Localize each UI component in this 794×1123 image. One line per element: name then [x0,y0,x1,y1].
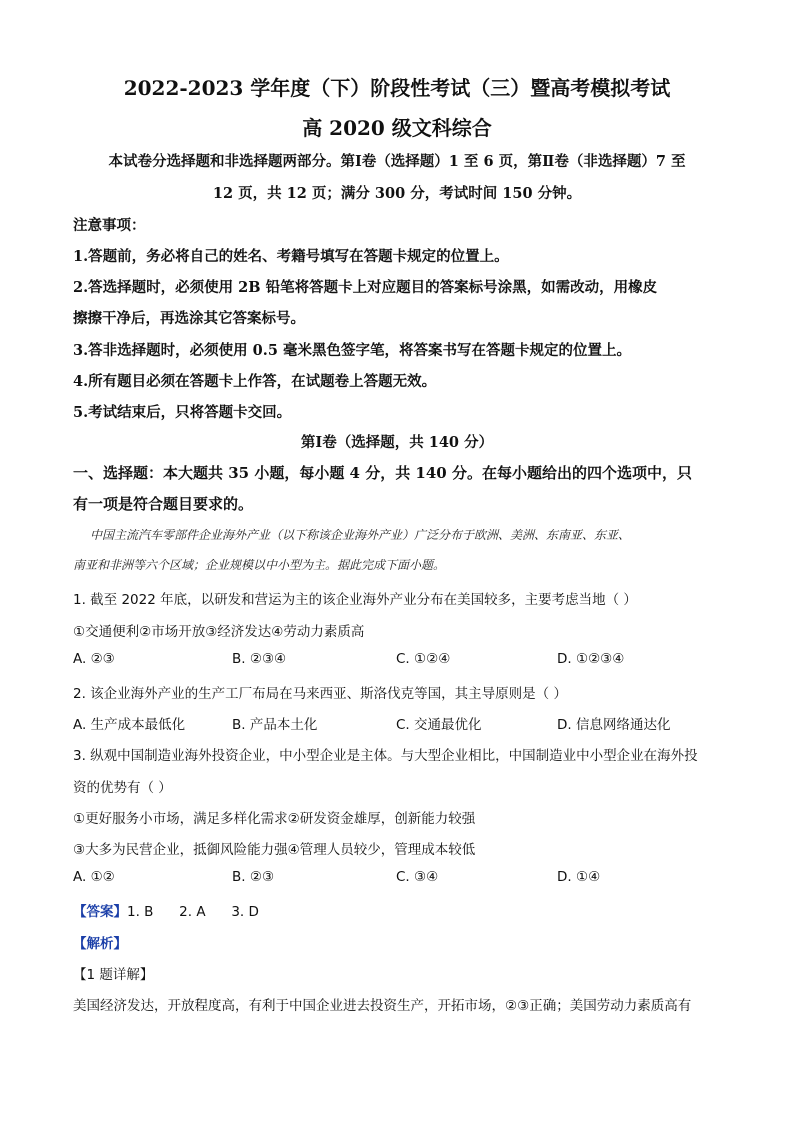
q1-stem: 1. 截至 2022 年底，以研发和营运为主的该企业海外产业分布在美国较多，主要考虑当地（ ） [73,592,637,608]
note-2a: 2.答选择题时，必须使用 2B 铅笔将答题卡上对应题目的答案标号涂黑，如需改动，用橡皮 [73,279,658,296]
q3-option-c: C. ③④ [396,869,439,885]
q1-option-c: C. ①②④ [396,651,451,667]
note-1: 1.答题前，务必将自己的姓名、考籍号填写在答题卡规定的位置上。 [73,248,509,265]
material-line-1: 中国主流汽车零部件企业海外产业（以下称该企业海外产业）广泛分布于欧洲、美洲、东南亚、东亚、 [90,528,631,542]
intro-line-2: 12 页，共 12 页；满分 300 分，考试时间 150 分钟。 [212,185,582,202]
analysis-tag: 【解析】 [73,936,127,952]
material-line-2: 南亚和非洲等六个区域；企业规模以中小型为主。据此完成下面小题。 [73,558,446,572]
section-heading: 第Ⅰ卷（选择题，共 140 分） [300,434,494,451]
q3-option-a: A. ①② [73,869,115,885]
note-2b: 擦擦干净后，再选涂其它答案标号。 [73,310,305,327]
note-3: 3.答非选择题时，必须使用 0.5 毫米黑色签字笔，将答案书写在答题卡规定的位置上。 [73,342,631,359]
q3-option-b: B. ②③ [232,869,275,885]
q2-stem: 2. 该企业海外产业的生产工厂布局在马来西亚、斯洛伐克等国，其主导原则是（ ） [73,686,567,702]
notes-heading: 注意事项： [73,217,146,234]
section-instruction-2: 有一项是符合题目要求的。 [73,495,254,513]
q3-items-1: ①更好服务小市场，满足多样化需求②研发资金雄厚，创新能力较强 [73,811,476,827]
detail-heading: 【1 题详解】 [73,967,154,983]
q2-option-c: C. 交通最优化 [396,717,482,733]
q1-option-a: A. ②③ [73,651,115,667]
note-4: 4.所有题目必须在答题卡上作答，在试题卷上答题无效。 [73,373,437,390]
q3-option-d: D. ①④ [557,869,601,885]
answer-text: 1. B 2. A 3. D [127,904,259,920]
analysis-line [73,932,127,952]
detail-text: 美国经济发达，开放程度高，有利于中国企业进去投资生产，开拓市场，②③正确；美国劳动力素质高有 [73,998,692,1014]
exam-title: 2022-2023 学年度（下）阶段性考试（三）暨高考模拟考试 [123,76,671,100]
q1-option-d: D. ①②③④ [557,651,625,667]
q3-items-2: ③大多为民营企业，抵御风险能力强④管理人员较少，管理成本较低 [73,842,476,858]
q2-option-d: D. 信息网络通达化 [557,717,671,733]
note-5: 5.考试结束后，只将答题卡交回。 [73,404,292,421]
section-instruction-1: 一、选择题：本大题共 35 小题，每小题 4 分，共 140 分。在每小题给出的四个选项中，只 [73,464,692,482]
exam-subtitle: 高 2020 级文科综合 [302,116,492,140]
q2-option-a: A. 生产成本最低化 [73,717,186,733]
intro-line-1: 本试卷分选择题和非选择题两部分。第Ⅰ卷（选择题）1 至 6 页，第Ⅱ卷（非选择题）7 至 [108,153,686,170]
q1-items: ①交通便利②市场开放③经济发达④劳动力素质高 [73,624,365,640]
answer-line [73,900,259,920]
answer-tag: 【答案】 [73,904,127,920]
q3-stem-2: 资的优势有（ ） [73,780,172,796]
q2-option-b: B. 产品本土化 [232,717,318,733]
q3-stem-1: 3. 纵观中国制造业海外投资企业，中小型企业是主体。与大型企业相比，中国制造业中小型企业在海外投 [73,748,698,764]
q1-option-b: B. ②③④ [232,651,287,667]
